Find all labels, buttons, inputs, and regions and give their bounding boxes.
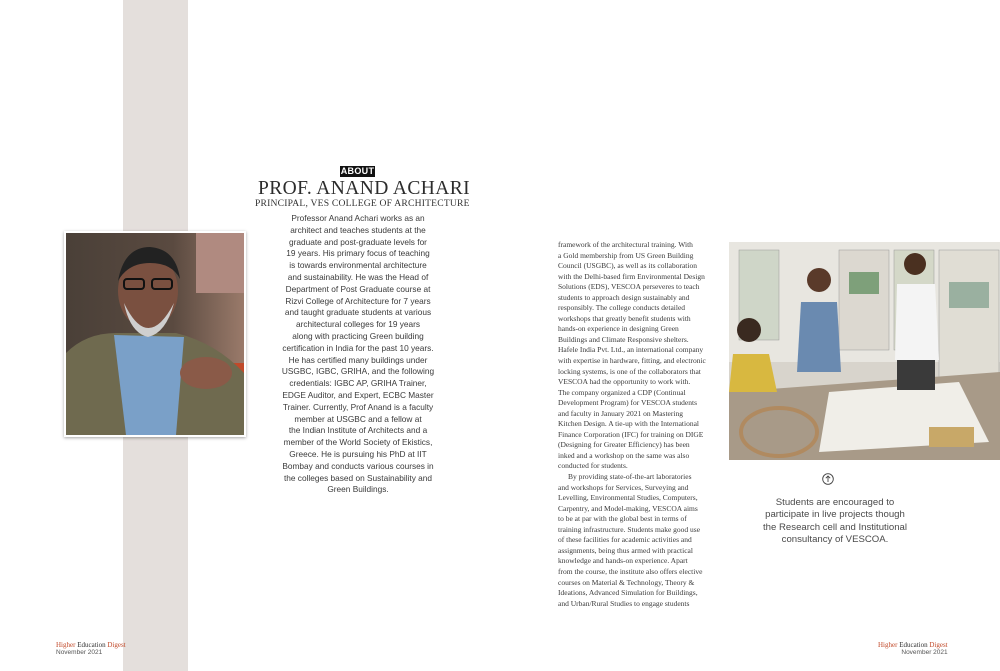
text-line: and workshops for Services, Surveying and xyxy=(558,482,689,492)
brand-name-last: Digest xyxy=(107,641,126,649)
text-line: Levelling, Environmental Studies, Computers, xyxy=(558,493,698,503)
text-line: Trainer. Currently, Prof Anand is a faculty xyxy=(282,401,434,412)
text-line: with expertise in hardware, fitting, and electronic xyxy=(558,356,706,366)
text-line: the Research cell and Institutional xyxy=(763,521,907,533)
text-line: By providing state-of-the-art laboratories xyxy=(568,472,692,482)
text-line: architect and teaches students at the xyxy=(290,224,426,235)
circle-up-arrow-icon xyxy=(822,473,834,485)
brand-name-last: Digest xyxy=(929,641,948,649)
text-line: graduate and post-graduate levels for xyxy=(289,236,427,247)
text-line: knowledge and hands-on experience. Apart xyxy=(558,556,688,566)
photo-caption xyxy=(750,497,920,547)
text-line: participate in live projects though xyxy=(765,509,905,521)
text-line: responsibly. The college conducts detailed xyxy=(558,303,686,313)
text-line: of these facilities for academic activities and xyxy=(558,535,692,545)
text-line: the Indian Institute of Architects and a xyxy=(288,425,428,436)
text-line: VESCOA had the opportunity to work with. xyxy=(558,377,691,387)
text-line: the colleges based on Sustainability and xyxy=(283,472,433,483)
text-line: Ideations, Advanced Simulation for Buildings, xyxy=(558,588,698,598)
profile-role: PRINCIPAL, VES COLLEGE OF ARCHITECTURE xyxy=(255,198,470,209)
text-line: Kitchen Design. A tie-up with the International xyxy=(558,419,700,429)
footer-left xyxy=(56,641,126,657)
text-line: Finance Corporation (IFC) for training on DIGE xyxy=(558,429,704,439)
text-line: inked and a workshop on the same was also xyxy=(558,450,690,460)
text-line: Rizvi College of Architecture for 7 years xyxy=(285,295,431,306)
text-line: from the course, the institute also offers elective xyxy=(558,566,703,576)
text-line: (Designing for Greater Efficiency) has been xyxy=(558,440,690,450)
portrait-photo xyxy=(64,231,246,437)
text-line: a Gold membership from US Green Building xyxy=(558,250,694,260)
text-line: EDGE Auditor, and Expert, ECBC Master xyxy=(282,389,434,400)
text-line: framework of the architectural training. With xyxy=(558,240,693,249)
text-line: Students are encouraged to xyxy=(775,497,895,508)
about-tag: ABOUT xyxy=(340,166,375,176)
text-line: training infrastructure. Students make good use xyxy=(558,524,701,534)
text-line: and Urban/Rural Studies to engage students xyxy=(558,598,690,608)
brand-name-first: Higher xyxy=(878,641,898,649)
text-line: architectural colleges for 19 years xyxy=(295,319,421,330)
text-line: Green Buildings. xyxy=(327,484,389,495)
text-line: USGBC, IGBC, GRIHA, and the following xyxy=(281,366,435,377)
brand-name-middle: Education xyxy=(899,641,928,649)
text-line: Hafele India Pvt. Ltd., an international company xyxy=(558,345,704,355)
footer-right xyxy=(878,641,948,657)
text-line: member at USGBC and a fellow at xyxy=(294,413,422,424)
text-line: and taught graduate students at various xyxy=(284,307,432,318)
text-line: credentials: IGBC AP, GRIHA Trainer, xyxy=(289,378,427,389)
text-line: and faculty in January 2021 on Mastering xyxy=(558,408,683,418)
text-line: Carpentry, and Model-making, VESCOA aims xyxy=(558,503,698,513)
text-line: He has certified many buildings under xyxy=(288,354,428,365)
text-line: Greece. He is pursuing his PhD at IIT xyxy=(289,448,427,459)
text-line: Buildings and Climate Responsive shelters. xyxy=(558,334,689,344)
text-line: with the Delhi-based firm Environmental Design xyxy=(558,271,705,281)
text-line: assignments, being thus armed with practical xyxy=(558,545,693,555)
text-line: 19 years. His primary focus of teaching xyxy=(286,248,430,259)
bio-text xyxy=(255,213,461,496)
text-line: certification in India for the past 10 years. xyxy=(282,342,434,353)
text-line: Bombay and conducts various courses in xyxy=(282,460,434,471)
text-line: along with practicing Green building xyxy=(292,330,424,341)
issue-date: November 2021 xyxy=(56,649,103,656)
text-line: locking systems, is one of the collaborators that xyxy=(558,366,701,376)
text-line: is towards environmental architecture xyxy=(289,260,427,271)
text-line: hands-on experience in designing Green xyxy=(558,324,679,334)
text-line: and sustainability. He was the Head of xyxy=(287,271,429,282)
profile-name: PROF. ANAND ACHARI xyxy=(258,178,471,199)
text-line: conducted for students. xyxy=(558,461,628,471)
text-line: students to approach design sustainably and xyxy=(558,292,690,302)
text-line: Professor Anand Achari works as an xyxy=(291,213,425,223)
brand-name-middle: Education xyxy=(77,641,106,649)
text-line: The company organized a CDP (Continual xyxy=(558,387,686,397)
classroom-photo xyxy=(729,242,1000,460)
text-line: Department of Post Graduate course at xyxy=(285,283,431,294)
text-line: workshops that greatly benefit students with xyxy=(558,313,691,323)
text-line: courses on Material & Technology, Theory & xyxy=(558,577,695,587)
text-line: to be at par with the global best in terms of xyxy=(558,514,687,524)
text-line: Council (USGBC), as well as its collaboration xyxy=(558,261,697,271)
issue-date: November 2021 xyxy=(901,649,948,656)
text-line: Development Program) for VESCOA students xyxy=(558,398,698,408)
article-body xyxy=(558,240,710,609)
text-line: consultancy of VESCOA. xyxy=(781,534,889,546)
brand-name-first: Higher xyxy=(56,641,76,649)
text-line: member of the World Society of Ekistics, xyxy=(283,437,433,448)
text-line: Solutions (EDS), VESCOA perseveres to teach xyxy=(558,282,700,292)
